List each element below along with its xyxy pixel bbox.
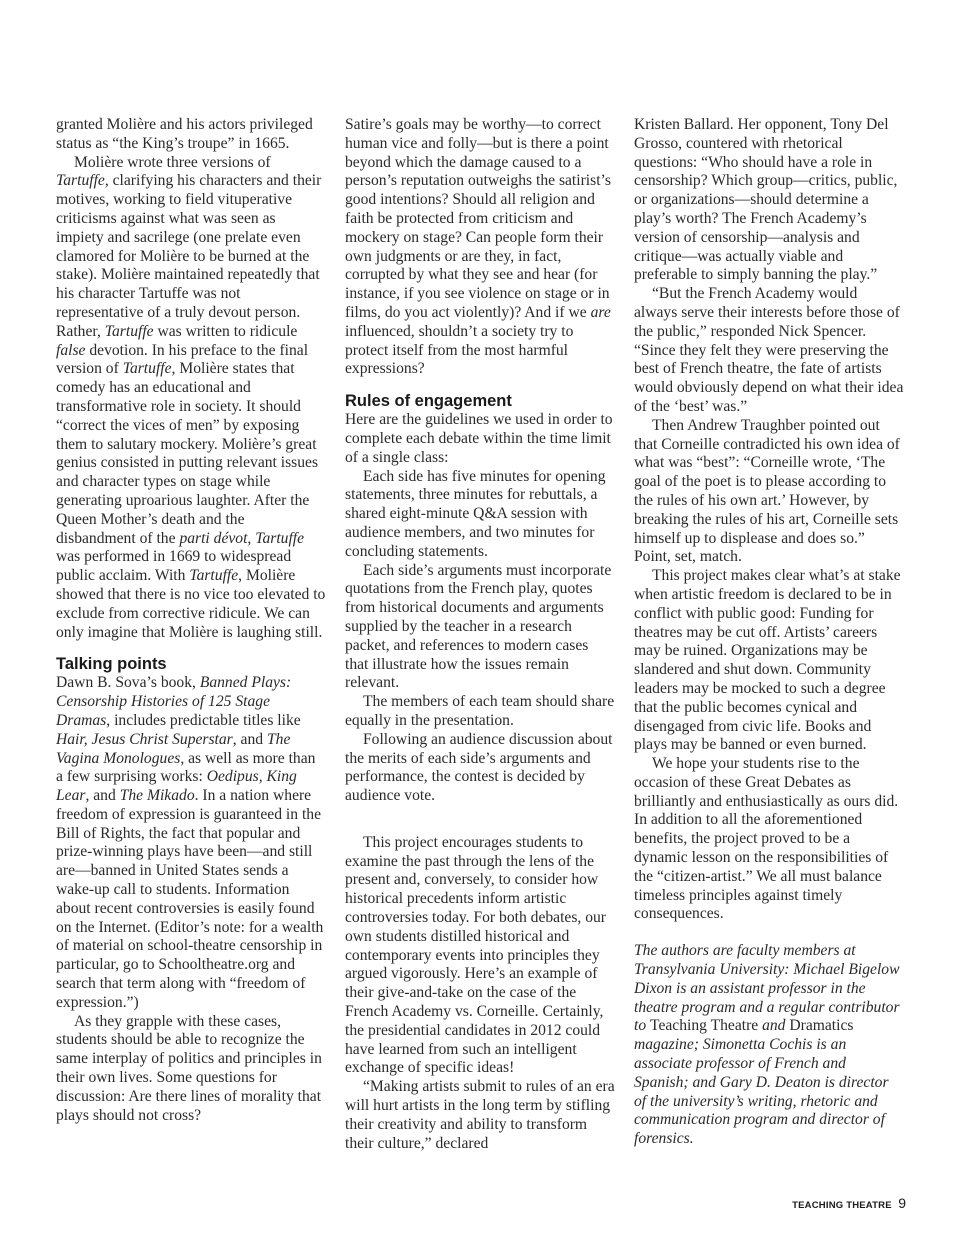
text-run: influenced, shouldn’t a society try to protect itself from the most harmful expressions? (345, 322, 574, 378)
emphasis: false (56, 341, 86, 359)
text-run: Satire’s goals may be worthy—to correct human vice and folly—but is there a point beyond which the damage caused to a person’s reputation outweighs the satirist’s good intentions? Should all religion and faith be protected from criticism and mockery on stage? Can people form their own judgments or are they, in fact, corrupted by what they see and hear (for instance, if you see violence on stage or in films, do you act violently)? And if we (345, 116, 611, 321)
text-run: . In a nation where freedom of expression is guaranteed in the Bill of Rights, the fact that popular and prize-winning plays have been—and still are—banned in United States sends a wake-up call to students. Information about recent controversies is easily found on the Internet. (Editor’s note: for a wealth of material on school-theatre censorship in particular, go to Schooltheatre.org and search that term along with “freedom of expression.”) (56, 787, 324, 1011)
spacer (634, 924, 904, 942)
paragraph: Each side has five minutes for opening statements, three minutes for rebuttals, a shared eight-minute Q&A session with audience members, and two minutes for concluding statements. (345, 467, 606, 560)
author-bio (634, 942, 904, 1149)
text-run: , Molière showed that there is no vice too elevated to exclude from corrective ridicule. We can only imagine that Molière is laughing still. (56, 567, 326, 641)
column-2 (345, 116, 615, 1153)
text-run: The authors are faculty members at Transylvania University: Michael Bigelow Dixon is an assistant professor in the theatre program and a regular contributor to (634, 942, 900, 1035)
text-run: , clarifying his characters and their motives, working to field vituperative criticisms against what was seen as impiety and sacrilege (one prelate even clamored for Molière to be burned at the stake). Molière maintained repeatedly that his character Tartuffe was not representative of a truly devout person. Rather, (56, 172, 322, 340)
section-heading-rules-of-engagement: Rules of engagement (345, 392, 512, 411)
play-title: Oedipus, King Lear (56, 768, 297, 805)
book-title: Banned Plays: Censorship Histories of 125 Stage Dramas (56, 674, 292, 729)
text-run: Molière wrote three versions of (74, 153, 271, 171)
text-run: was performed in 1669 to widespread public acclaim. With (56, 548, 292, 585)
text-run: , as well as more than a few surprising works: (56, 749, 316, 786)
paragraph: As they grapple with these cases, students should be able to recognize the same interplay of politics and principles in their own lives. Some questions for discussion: Are there lines of morality that plays should not cross? (56, 1012, 322, 1124)
magazine-title: Dramatics (789, 1017, 854, 1035)
text-run: , and (232, 730, 267, 748)
paragraph: This project makes clear what’s at stake when artistic freedom is declared to be in conflict with public good: Funding for theatres may be cut off. Artists’ careers may be ruined. Organizations may be slandered and shut down. Community leaders may be mocked to such a degree that the public becomes cynical and disengaged from civic life. Books and plays may be banned or even burned. (634, 567, 901, 754)
paragraph: “Making artists submit to rules of an era will hurt artists in the long term by stifling their creativity and ability to transform their culture,” declared (345, 1078, 615, 1152)
play-title: Tartuffe (104, 322, 154, 340)
text-run: devotion. In his preface to the final version of (56, 341, 309, 378)
column-1 (56, 116, 326, 1125)
text-run: and (758, 1017, 790, 1035)
page-footer (792, 1195, 906, 1213)
text-run: , includes predictable titles like (106, 711, 301, 729)
paragraph: Here are the guidelines we used in order to complete each debate within the time limit of a single class: (345, 411, 613, 466)
spacer (345, 806, 615, 834)
magazine-title: Teaching Theatre (650, 1017, 759, 1035)
footer-magazine-name: TEACHING THEATRE (792, 1200, 892, 1211)
paragraph: Each side’s arguments must incorporate quotations from the French play, quotes from historical documents and arguments supplied by the teacher in a research packet, and references to modern cases that illustrate how the issues remain relevant. (345, 561, 612, 692)
paragraph: This project encourages students to examine the past through the lens of the present and, conversely, to consider how historical precedents inform artistic controversies today. For both debates, our own students distilled historical and contemporary events into principles they argued vigorously. Here’s an example of their give-and-take on the case of the French Academy vs. Corneille. Certainly, the presidential candidates in 2012 could have learned from such an intelligent exchange of specific ideas! (345, 833, 606, 1077)
text-run: was written to ridicule (153, 322, 298, 340)
text-run: Molière states that comedy has an educational and transformative role in society. It should “correct the vices of men” by exposing them to salutary mockery. Molière’s great genius consisted in putting relevant issues and character types on stage while generating uproarious laughter. After the Queen Mother’s death and the disbandment of the (56, 360, 319, 547)
play-title: Tartuffe (56, 172, 105, 190)
play-title: Hair, Jesus Christ Superstar (56, 730, 233, 748)
paragraph: “But the French Academy would always serve their interests before those of the public,” responded Nick Spencer. “Since they felt they were preserving the best of French theatre, the fate of artists would obviously depend on what their idea of the ‘best’ was.” (634, 285, 904, 415)
text-run: magazine; Simonetta Cochis is an associate professor of French and Spanish; and Gary D. Deaton is director of the university’s writing, rhetoric and communication program and director of forensics. (634, 1036, 889, 1148)
page-number: 9 (898, 1195, 906, 1211)
paragraph (56, 674, 326, 1012)
paragraph: We hope your students rise to the occasion of these Great Debates as brilliantly and enthusiastically as ours did. In addition to all the aforementioned benefits, the project proved to be a dynamic lesson on the responsibilities of the “citizen-artist.” We all must balance timeless principles against timely consequences. (634, 755, 899, 923)
text-run: Dawn B. Sova’s book, (56, 674, 200, 692)
column-3 (634, 116, 904, 1149)
paragraph: granted Molière and his actors privileged status as “the King’s troupe” in 1665. (56, 116, 313, 152)
paragraph (56, 154, 326, 643)
play-title: Tartuffe (189, 567, 239, 585)
paragraph: The members of each team should share equally in the presentation. (345, 693, 615, 729)
text-run: , and (85, 787, 120, 805)
paragraph: Following an audience discussion about the merits of each side’s arguments and performance, the contest is decided by audience vote. (345, 730, 613, 805)
play-title: The Mikado (119, 787, 195, 805)
play-title: The Vagina Monologues (56, 730, 291, 767)
play-title: Tartuffe, (122, 360, 176, 378)
emphasis: are (590, 303, 611, 321)
play-title: parti dévot, Tartuffe (179, 529, 305, 547)
paragraph: Kristen Ballard. Her opponent, Tony Del Grosso, countered with rhetorical questions: “Who should have a role in censorship? Which group—critics, public, or organizations—should determine a play’s worth? The French Academy’s version of censorship—analysis and critique—was actually viable and preferable to simply banning the play.” (634, 116, 898, 284)
paragraph (345, 116, 615, 379)
section-heading-talking-points: Talking points (56, 655, 167, 674)
paragraph: Then Andrew Traughber pointed out that Corneille contradicted his own idea of what was “best”: “Corneille wrote, ‘The goal of the poet is to please according to the rules of his own art.’ However, by breaking the rules of his art, Corneille sets himself up to displease and does so.” Point, set, match. (634, 416, 900, 566)
